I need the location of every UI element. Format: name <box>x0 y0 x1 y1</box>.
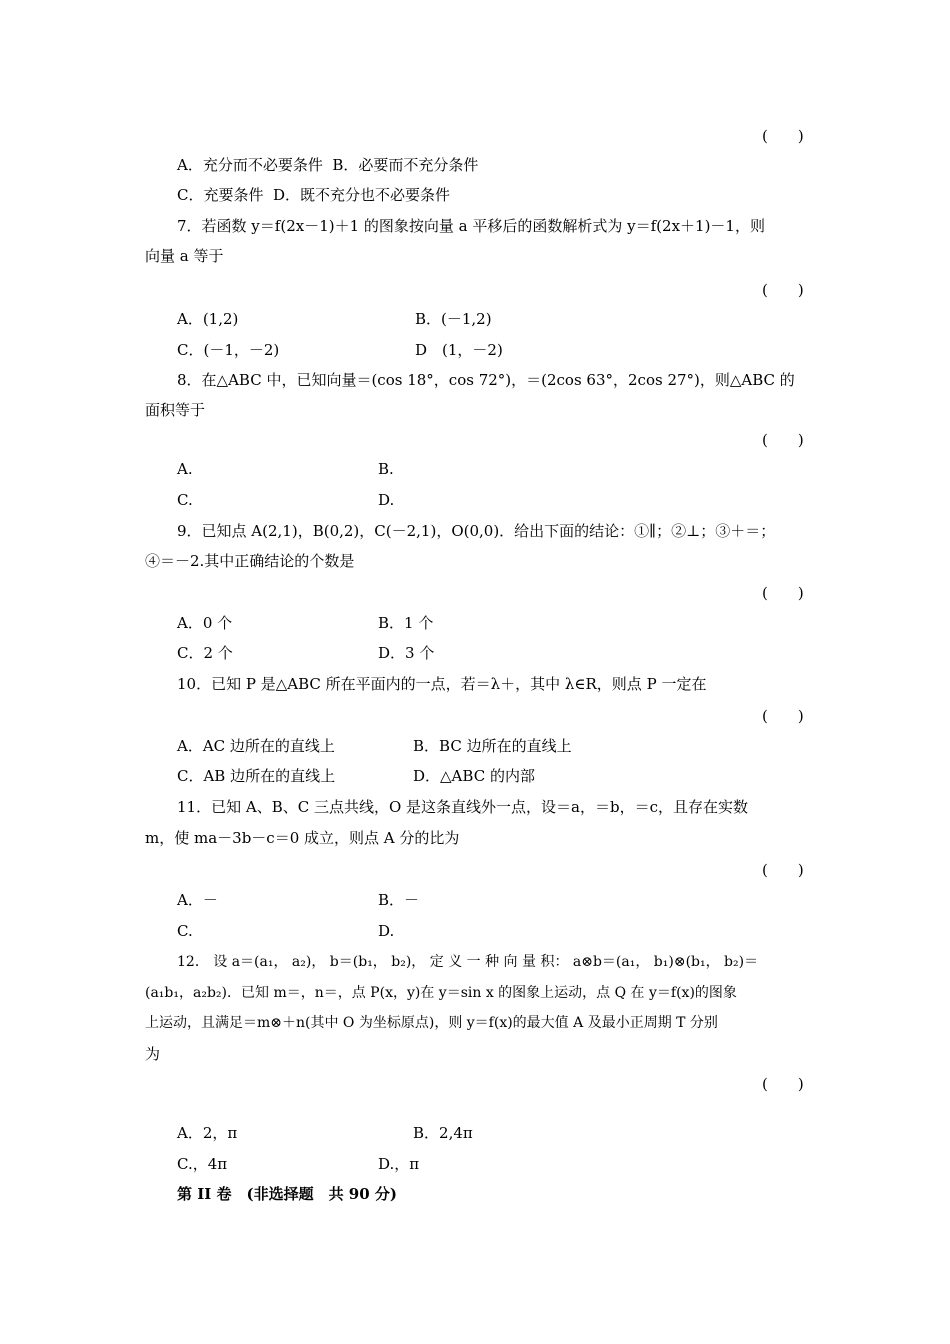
q12-option-b: B．2,4π <box>413 1124 473 1142</box>
q8-option-b: B. <box>378 460 394 478</box>
q7-option-c: C．(－1，－2) <box>177 341 280 359</box>
answer-paren: ( ) <box>762 281 804 299</box>
q8-option-a: A. <box>177 460 193 478</box>
answer-paren: ( ) <box>762 584 804 602</box>
answer-paren: ( ) <box>762 127 804 145</box>
q11-option-b: B．－ <box>378 891 420 909</box>
q6-options-cd: C．充要条件 D．既不充分也不必要条件 <box>177 186 451 204</box>
q9-stem: 9．已知点 A(2,1)，B(0,2)，C(－2,1)，O(0,0)．给出下面的结论：①∥；②⊥；③＋＝； <box>177 522 776 540</box>
q7-stem-cont: 向量 a 等于 <box>145 247 224 265</box>
q7-option-b: B．(－1,2) <box>415 310 492 328</box>
q11-option-a: A．－ <box>177 891 218 909</box>
q8-option-c: C. <box>177 491 193 509</box>
q9-stem-cont: ④＝－2.其中正确结论的个数是 <box>145 552 355 570</box>
q11-stem: 11．已知 A、B、C 三点共线，O 是这条直线外一点，设＝a，＝b，＝c，且存在实数 <box>177 798 748 816</box>
q9-option-c: C．2 个 <box>177 644 233 662</box>
q9-option-d: D．3 个 <box>378 644 435 662</box>
q11-stem-cont: m，使 ma－3b－c＝0 成立，则点 A 分的比为 <box>145 829 460 847</box>
q10-option-b: B．BC 边所在的直线上 <box>413 737 572 755</box>
q9-option-a: A．0 个 <box>177 614 233 632</box>
q10-stem: 10．已知 P 是△ABC 所在平面内的一点，若＝λ＋，其中 λ∈R，则点 P 一定在 <box>177 675 707 693</box>
q10-option-a: A．AC 边所在的直线上 <box>177 737 335 755</box>
q6-options-ab: A．充分而不必要条件 B．必要而不充分条件 <box>177 156 479 174</box>
q7-stem: 7．若函数 y＝f(2x－1)＋1 的图象按向量 a 平移后的函数解析式为 y＝f(2x＋1)－1，则 <box>177 217 765 235</box>
q12-stem-cont-1: (a₁b₁，a₂b₂)．已知 m＝，n＝，点 P(x，y)在 y＝sin x 的图象上运动，点 Q 在 y＝f(x)的图象 <box>145 985 737 1001</box>
answer-paren: ( ) <box>762 707 804 725</box>
q11-option-c: C. <box>177 922 193 940</box>
q11-option-d: D. <box>378 922 395 940</box>
q12-stem-cont-2: 上运动，且满足＝m⊗＋n(其中 O 为坐标原点)，则 y＝f(x)的最大值 A 及最小正周期 T 分别 <box>145 1015 718 1031</box>
q8-stem: 8．在△ABC 中，已知向量＝(cos 18°，cos 72°)，＝(2cos 63°，2cos 27°)，则△ABC 的 <box>177 371 795 389</box>
section-heading: 第 II 卷 (非选择题 共 90 分) <box>177 1185 397 1203</box>
answer-paren: ( ) <box>762 431 804 449</box>
q7-option-a: A．(1,2) <box>177 310 239 328</box>
q12-option-a: A．2，π <box>177 1124 238 1142</box>
q12-option-c: C.，4π <box>177 1155 228 1173</box>
q12-option-d: D.，π <box>378 1155 420 1173</box>
q10-option-c: C．AB 边所在的直线上 <box>177 767 336 785</box>
answer-paren: ( ) <box>762 861 804 879</box>
q12-stem-cont-3: 为 <box>145 1045 161 1063</box>
q10-option-d: D．△ABC 的内部 <box>413 767 535 785</box>
q12-stem: 12． 设 a＝(a₁， a₂)， b＝(b₁， b₂)， 定 义 一 种 向 量 积： a⊗b＝(a₁， b₁)⊗(b₁， b₂)＝ <box>177 954 759 970</box>
q7-option-d: D (1，－2) <box>415 341 503 359</box>
q9-option-b: B．1 个 <box>378 614 434 632</box>
answer-paren: ( ) <box>762 1075 804 1093</box>
q8-stem-cont: 面积等于 <box>145 401 206 419</box>
q8-option-d: D. <box>378 491 395 509</box>
